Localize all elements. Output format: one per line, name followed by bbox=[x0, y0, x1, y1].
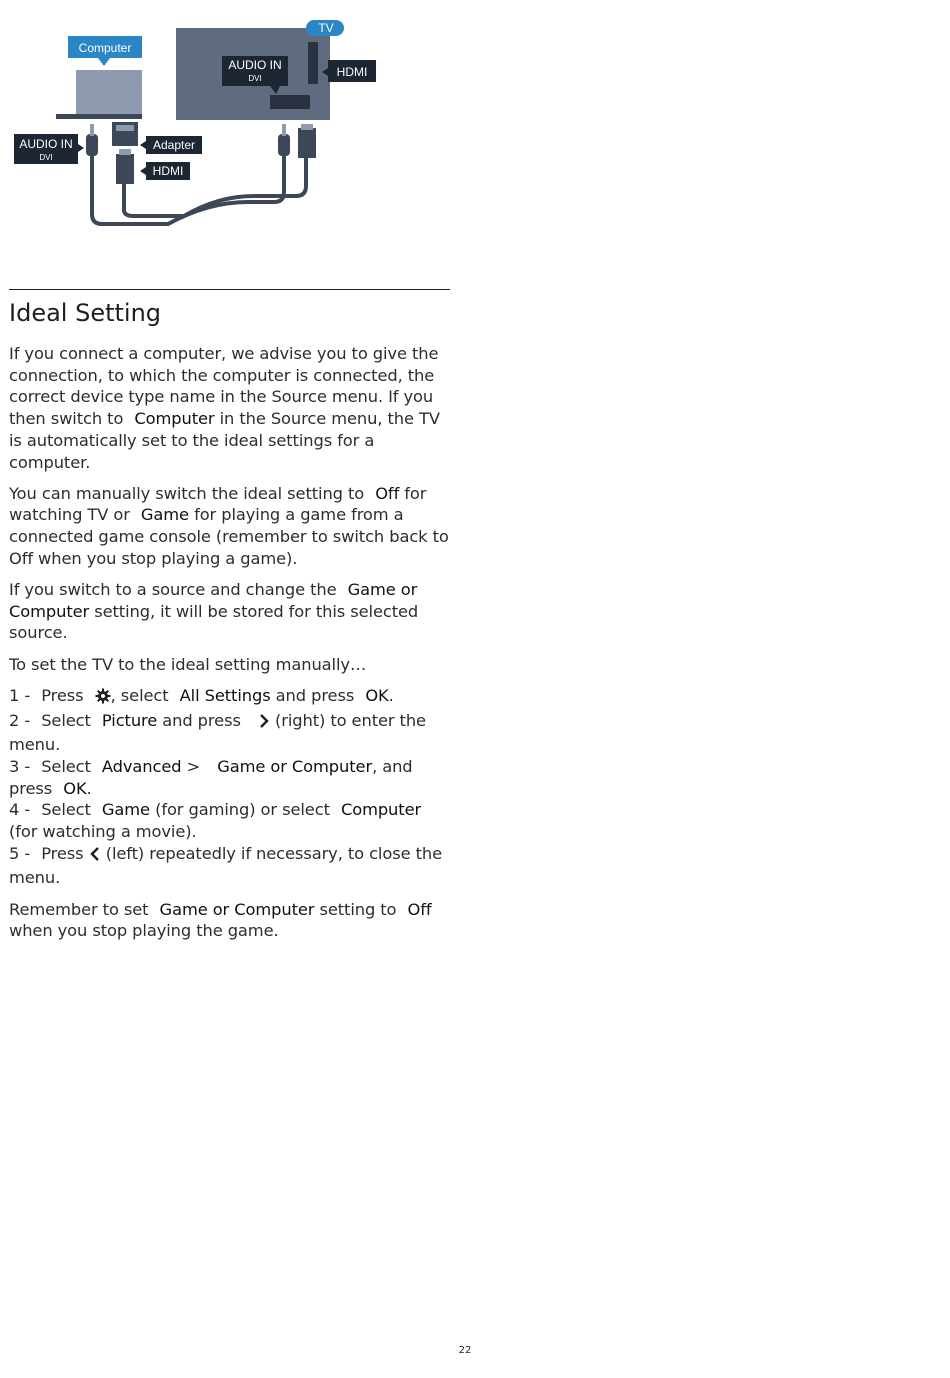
adapter-label: Adapter bbox=[152, 138, 196, 152]
pc-dvi-label: DVI bbox=[39, 153, 53, 162]
computer-screen bbox=[76, 70, 142, 118]
text: for playing a game from a connected game console (remember to switch back to Off when you stop playing a game). bbox=[9, 505, 449, 568]
computer-base bbox=[56, 114, 142, 119]
keyword: Off bbox=[375, 483, 400, 503]
tv-port bbox=[270, 95, 310, 109]
audio-plug-tv bbox=[278, 134, 290, 156]
text: Remember to set bbox=[9, 899, 149, 919]
text: (for gaming) or select bbox=[155, 800, 330, 820]
paragraph-source bbox=[9, 579, 454, 644]
section-heading: Ideal Setting bbox=[9, 299, 162, 327]
steps-list bbox=[9, 685, 454, 889]
section-body bbox=[9, 343, 454, 952]
tv-port bbox=[308, 42, 318, 84]
keyword: Game or Computer bbox=[217, 756, 373, 776]
text: and press bbox=[162, 710, 241, 730]
step-1 bbox=[9, 685, 454, 710]
keyword: Off bbox=[407, 899, 432, 919]
step-number: 2 - bbox=[9, 710, 31, 730]
text: If you connect a computer, we advise you to give the connection, to which the computer is connected, the correct device type name in the Source menu. If you then switch to bbox=[9, 344, 439, 429]
text: , select bbox=[110, 685, 169, 705]
hdmi-plug-tv bbox=[298, 128, 316, 158]
pc-hdmi-label: HDMI bbox=[152, 164, 184, 178]
keyword: Game bbox=[101, 800, 150, 820]
text: If you switch to a source and change the bbox=[9, 580, 337, 600]
step-5 bbox=[9, 843, 454, 889]
text: for watching TV or bbox=[9, 483, 427, 525]
step-number: 4 - bbox=[9, 800, 31, 820]
step-2 bbox=[9, 710, 454, 756]
text: Press bbox=[41, 685, 84, 705]
keyword: Computer bbox=[134, 409, 215, 429]
step-4 bbox=[9, 799, 454, 842]
text: > bbox=[186, 756, 201, 776]
keyword: Advanced bbox=[101, 756, 182, 776]
text: and press bbox=[275, 685, 355, 705]
text: , and press bbox=[9, 756, 413, 798]
step-3 bbox=[9, 756, 454, 799]
chevron-left-icon bbox=[89, 846, 101, 868]
text: (for watching a movie). bbox=[9, 822, 197, 842]
text: Select bbox=[41, 800, 91, 820]
keyword: Game or Computer bbox=[9, 580, 418, 621]
step-number: 5 - bbox=[9, 843, 31, 863]
gear-icon bbox=[95, 688, 111, 710]
keyword: Computer bbox=[340, 800, 422, 820]
pc-audio-in-label: AUDIO IN bbox=[19, 137, 73, 151]
hdmi-plug-pc bbox=[116, 154, 134, 184]
audio-plug-pc bbox=[86, 134, 98, 156]
text: . bbox=[388, 685, 394, 705]
page-number: 22 bbox=[458, 1345, 472, 1356]
paragraph-reminder bbox=[9, 899, 454, 942]
text: in the Source menu, the TV is automatically set to the ideal settings for a computer. bbox=[9, 409, 440, 472]
text: (right) to enter the menu. bbox=[9, 710, 426, 755]
keyword: Game bbox=[140, 505, 189, 525]
tv-dvi-label: DVI bbox=[248, 74, 262, 83]
step-number: 1 - bbox=[9, 685, 31, 705]
section-divider bbox=[9, 289, 450, 290]
keyword: Picture bbox=[101, 710, 158, 730]
text: setting, it will be stored for this selected source. bbox=[9, 601, 419, 643]
text: Select bbox=[41, 756, 91, 776]
keyword: OK bbox=[63, 778, 87, 798]
step-number: 3 - bbox=[9, 756, 31, 776]
text: Select bbox=[41, 710, 91, 730]
text: Press bbox=[41, 843, 84, 863]
paragraph-intro bbox=[9, 343, 454, 473]
tv-hdmi-label: HDMI bbox=[336, 65, 368, 79]
keyword: OK bbox=[365, 685, 389, 705]
text: (left) repeatedly if necessary, to close the menu. bbox=[9, 843, 443, 888]
connection-diagram bbox=[8, 14, 450, 234]
paragraph-steps-intro: To set the TV to the ideal setting manually… bbox=[9, 654, 367, 674]
text: . bbox=[86, 778, 92, 798]
text: when you stop playing the game. bbox=[9, 921, 279, 941]
keyword: All Settings bbox=[179, 685, 271, 705]
tv-badge-label: TV bbox=[318, 21, 334, 35]
paragraph-manual bbox=[9, 483, 454, 570]
chevron-right-icon bbox=[258, 713, 270, 735]
text: setting to bbox=[319, 899, 397, 919]
text: You can manually switch the ideal setting to bbox=[9, 483, 365, 503]
keyword: Game or Computer bbox=[159, 899, 315, 919]
tv-audio-in-label: AUDIO IN bbox=[228, 58, 282, 72]
computer-label: Computer bbox=[78, 41, 132, 55]
